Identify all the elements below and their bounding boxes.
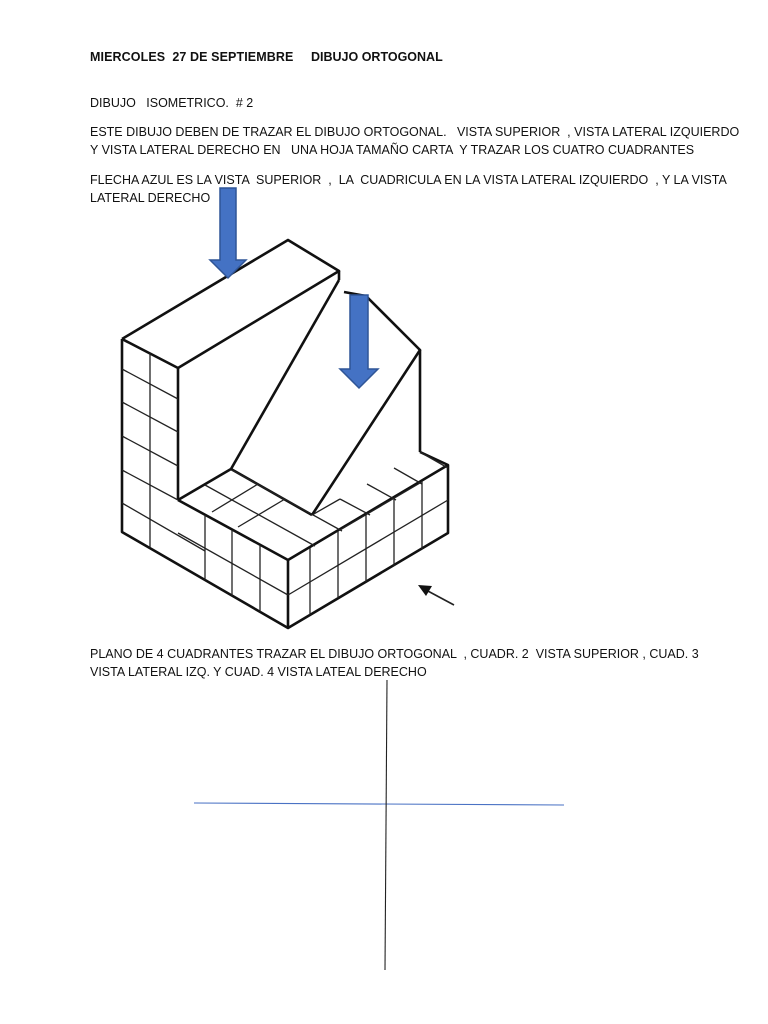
horizontal-axis: [194, 803, 564, 805]
legend-line-1: FLECHA AZUL ES LA VISTA SUPERIOR , LA CUADRICULA EN LA VISTA LATERAL IZQUIERDO , Y LA VISTA: [90, 173, 727, 187]
instruction-line-2: Y VISTA LATERAL DERECHO EN UNA HOJA TAMAÑO CARTA Y TRAZAR LOS CUATRO CUADRANTES: [90, 143, 695, 157]
arrow-down-icon: [210, 188, 246, 278]
vertical-axis: [385, 680, 387, 970]
quadrant-plane: [185, 676, 575, 976]
plane-caption-line-1: PLANO DE 4 CUADRANTES TRAZAR EL DIBUJO ORTOGONAL , CUADR. 2 VISTA SUPERIOR , CUAD. 3: [90, 647, 699, 661]
instruction-line-1: ESTE DIBUJO DEBEN DE TRAZAR EL DIBUJO ORTOGONAL. VISTA SUPERIOR , VISTA LATERAL IZQUIERDO: [90, 125, 740, 139]
header-date: MIERCOLES 27 DE SEPTIEMBRE: [90, 50, 294, 64]
header-subject: DIBUJO ORTOGONAL: [311, 50, 443, 64]
isometric-outline: [122, 240, 448, 628]
isometric-grid: [122, 353, 448, 615]
arrow-down-left-icon: [418, 585, 454, 605]
legend-line-2: LATERAL DERECHO: [90, 191, 211, 205]
exercise-title: DIBUJO ISOMETRICO. # 2: [90, 96, 254, 110]
plane-caption-line-2: VISTA LATERAL IZQ. Y CUAD. 4 VISTA LATEAL DERECHO: [90, 665, 427, 679]
isometric-drawing: [110, 185, 470, 635]
arrow-down-icon-2: [340, 295, 378, 388]
